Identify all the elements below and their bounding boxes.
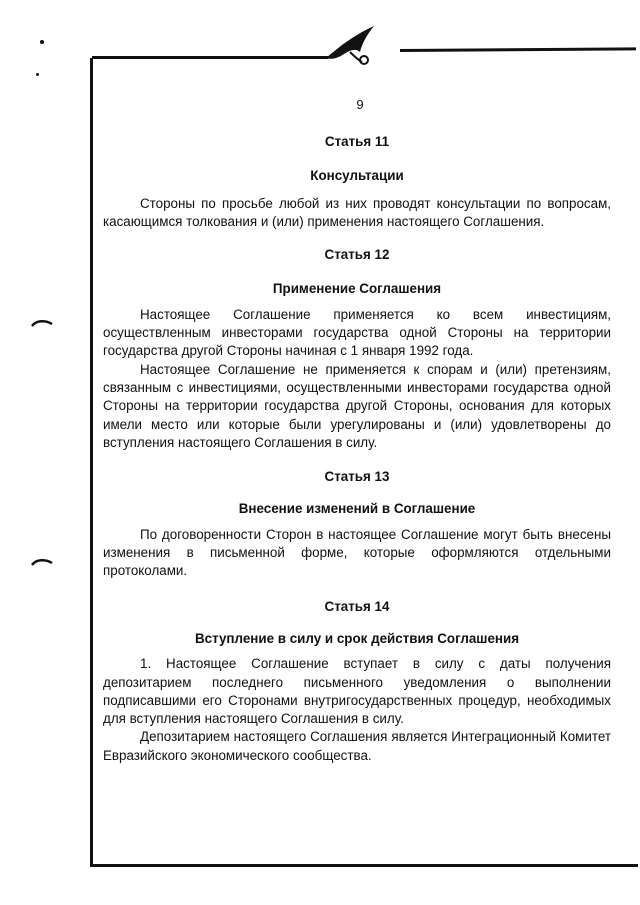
article-title: Внесение изменений в Соглашение (238, 501, 476, 517)
article-number: Статья 14 (324, 598, 390, 614)
article-title: Применение Соглашения (272, 281, 442, 297)
scan-dot (40, 40, 44, 44)
paragraph: По договоренности Сторон в настоящее Соглашение могут быть внесены изменения в письменной форме, которые оформляются отдельными протоколами. (103, 526, 611, 579)
document-body (103, 130, 611, 765)
page-number: 9 (356, 97, 364, 112)
article-number: Статья 11 (324, 134, 390, 149)
article-12 (103, 246, 611, 452)
paragraph: 1. Настоящее Соглашение вступает в силу с даты получения депозитарием последнего письменного уведомления о выполнении подписавшими его Сторонами внутригосударственных процедур, необходимых для вступления настоящего Соглашения в силу. (103, 656, 611, 727)
paragraph: Настоящее Соглашение не применяется к спорам и (или) претензиям, связанным с инвестициями, осуществленными инвесторами государства одной Стороны на территории государства другой Стороны, основания для которых имели место или которые были урегулированы и (или) удовлетворены до вступления настоящего Соглашения в силу. (103, 361, 611, 450)
article-13 (103, 468, 611, 580)
article-14 (103, 598, 611, 765)
punch-hole-mark (30, 318, 54, 328)
frame-left-line (90, 58, 93, 866)
frame-top-line-left (92, 56, 328, 59)
article-title: Вступление в силу и срок действия Соглашения (194, 630, 520, 646)
punch-hole-mark (30, 557, 54, 567)
article-title: Консультации (310, 168, 404, 184)
paragraph: Стороны по просьбе любой из них проводят консультации по вопросам, касающимся толкования и (или) применения настоящего Соглашения. (103, 195, 611, 229)
article-11 (103, 133, 611, 231)
scan-dot (36, 73, 39, 76)
paragraph: Депозитарием настоящего Соглашения является Интеграционный Комитет Евразийского экономического сообщества. (103, 729, 611, 763)
emblem-logo (322, 22, 378, 66)
article-number: Статья 12 (324, 247, 390, 263)
article-number: Статья 13 (324, 469, 390, 485)
paragraph: Настоящее Соглашение применяется ко всем инвестициям, осуществленным инвесторами государства одной Стороны на территории государства другой Стороны начиная с 1 января 1992 года. (103, 306, 611, 359)
frame-bottom-line (90, 864, 638, 867)
frame-top-line-right (400, 47, 636, 52)
